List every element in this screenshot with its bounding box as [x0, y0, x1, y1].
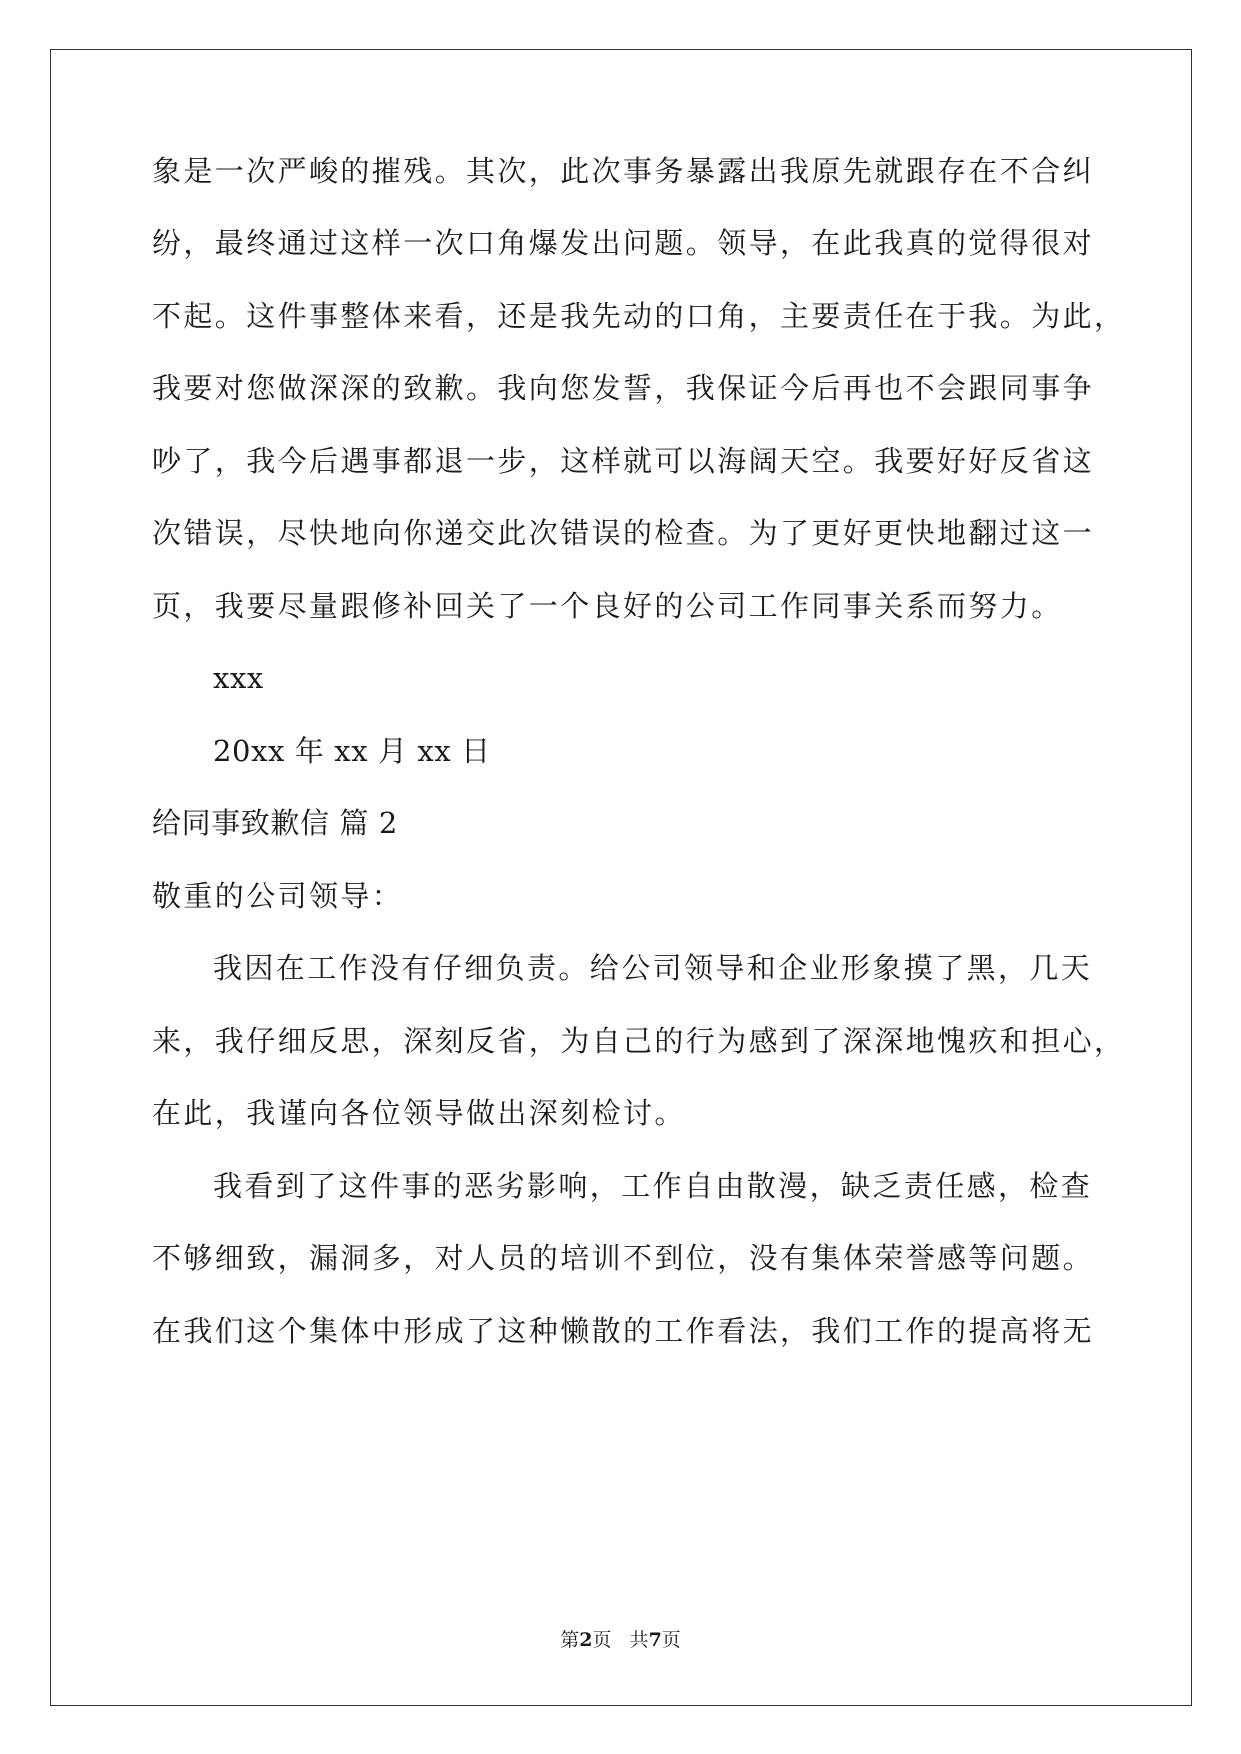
signature: xxx	[213, 661, 264, 695]
section-title: 给同事致歉信 篇 2	[152, 806, 398, 840]
paragraph1-line: 纷，最终通过这样一次口角爆发出问题。领导，在此我真的觉得很对	[152, 226, 1095, 260]
footer-prefix: 第	[560, 1629, 580, 1651]
footer-suffix: 页	[661, 1629, 681, 1651]
paragraph2-line: 来，我仔细反思，深刻反省，为自己的行为感到了深深地愧疚和担心，	[152, 1024, 1126, 1058]
current-page-number: 2	[579, 1629, 593, 1651]
page-footer	[0, 1628, 1241, 1652]
paragraph2-line: 在此，我谨向各位领导做出深刻检讨。	[152, 1096, 686, 1130]
paragraph2-line: 我因在工作没有仔细负责。给公司领导和企业形象摸了黑，几天	[213, 951, 1093, 985]
paragraph1-line: 次错误，尽快地向你递交此次错误的检查。为了更好更快地翻过这一	[152, 516, 1095, 550]
salutation: 敬重的公司领导：	[152, 879, 404, 913]
paragraph3-line: 在我们这个集体中形成了这种懒散的工作看法，我们工作的提高将无	[152, 1314, 1095, 1348]
footer-middle: 页 共	[592, 1629, 649, 1651]
paragraph3-line: 我看到了这件事的恶劣影响，工作自由散漫，缺乏责任感，检查	[213, 1169, 1093, 1203]
paragraph1-line: 象是一次严峻的摧残。其次，此次事务暴露出我原先就跟存在不合纠	[152, 154, 1095, 188]
date: 20xx 年 xx 月 xx 日	[213, 734, 491, 768]
paragraph1-line: 吵了，我今后遇事都退一步，这样就可以海阔天空。我要好好反省这	[152, 444, 1095, 478]
paragraph3-line: 不够细致，漏洞多，对人员的培训不到位，没有集体荣誉感等问题。	[152, 1241, 1095, 1275]
total-pages-number: 7	[648, 1629, 662, 1651]
paragraph1-line: 我要对您做深深的致歉。我向您发誓，我保证今后再也不会跟同事争	[152, 371, 1095, 405]
paragraph1-line: 不起。这件事整体来看，还是我先动的口角，主要责任在于我。为此，	[152, 299, 1126, 333]
paragraph1-line: 页，我要尽量跟修补回关了一个良好的公司工作同事关系而努力。	[152, 589, 1063, 623]
